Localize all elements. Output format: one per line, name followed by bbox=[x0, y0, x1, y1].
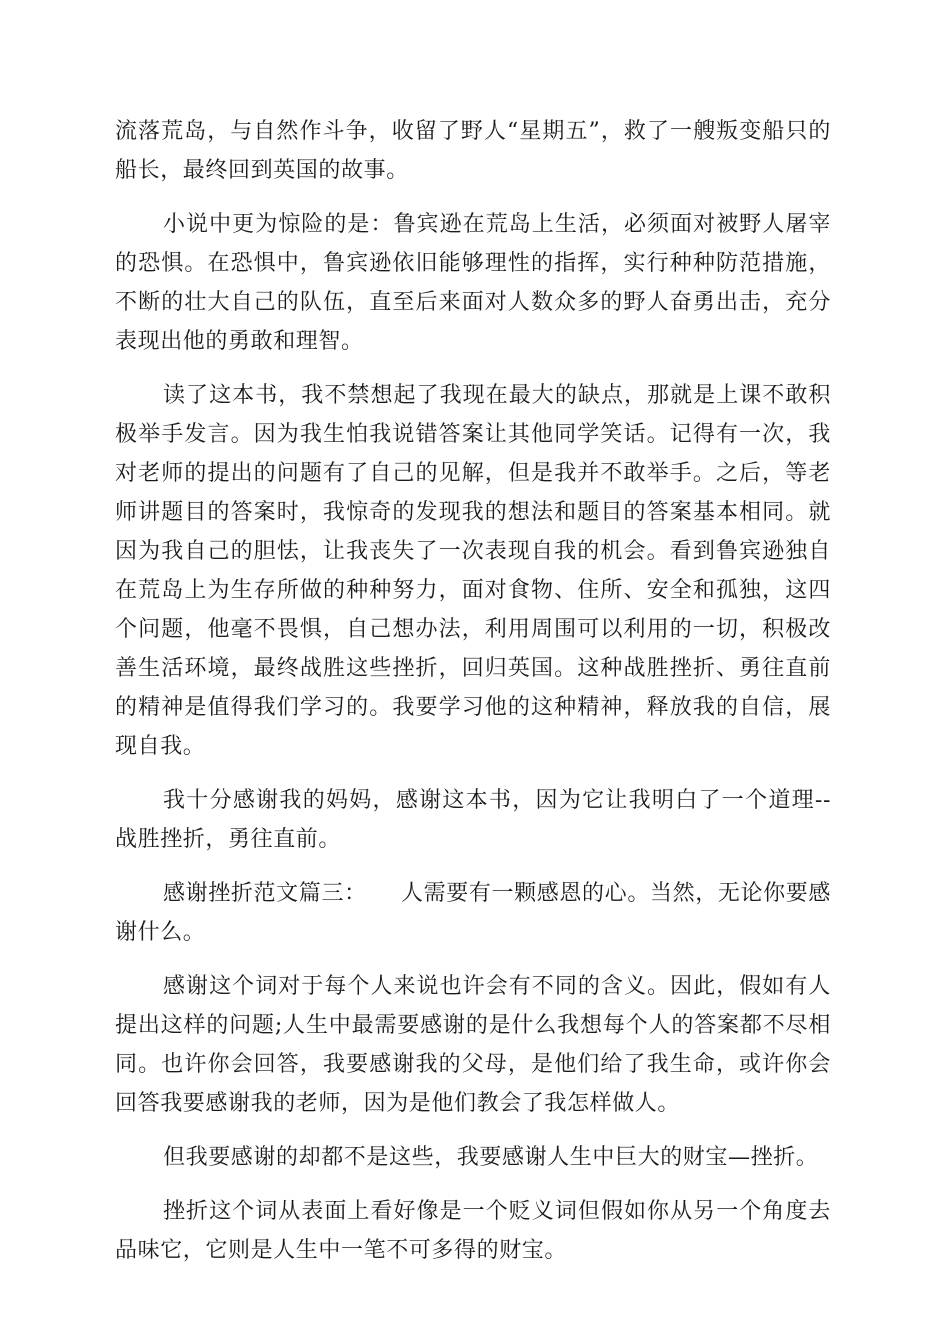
paragraph: 感谢这个词对于每个人来说也许会有不同的含义。因此，假如有人提出这样的问题;人生中最需要感谢的是什么我想每个人的答案都不尽相同。也许你会回答，我要感谢我的父母，是他们给了我生命，或许你会回答我要感谢我的老师，因为是他们教会了我怎样做人。 bbox=[115, 974, 831, 1116]
document-body bbox=[115, 112, 831, 1285]
paragraph: 小说中更为惊险的是：鲁宾逊在荒岛上生活，必须面对被野人屠宰的恐惧。在恐惧中，鲁宾逊依旧能够理性的指挥，实行种种防范措施，不断的壮大自己的队伍，直至后来面对人数众多的野人奋勇出击，充分表现出他的勇敢和理智。 bbox=[115, 212, 831, 354]
paragraph: 但我要感谢的却都不是这些，我要感谢人生中巨大的财宝—挫折。 bbox=[163, 1145, 819, 1170]
paragraph: 流落荒岛，与自然作斗争，收留了野人“星期五”，救了一艘叛变船只的船长，最终回到英国的故事。 bbox=[115, 119, 831, 183]
section-heading-paragraph: 感谢挫折范文篇三： 人需要有一颗感恩的心。当然，无论你要感谢什么。 bbox=[115, 881, 831, 945]
paragraph: 读了这本书，我不禁想起了我现在最大的缺点，那就是上课不敢积极举手发言。因为我生怕我说错答案让其他同学笑话。记得有一次，我对老师的提出的问题有了自己的见解，但是我并不敢举手。之后，等老师讲题目的答案时，我惊奇的发现我的想法和题目的答案基本相同。就因为我自己的胆怯，让我丧失了一次表现自我的机会。看到鲁宾逊独自在荒岛上为生存所做的种种努力，面对食物、住所、安全和孤独，这四个问题，他毫不畏惧，自己想办法，利用周围可以利用的一切，积极改善生活环境，最终战胜这些挫折，回归英国。这种战胜挫折、勇往直前的精神是值得我们学习的。我要学习他的这种精神，释放我的自信，展现自我。 bbox=[115, 383, 831, 759]
paragraph: 挫折这个词从表面上看好像是一个贬义词但假如你从另一个角度去品味它，它则是人生中一笔不可多得的财宝。 bbox=[115, 1199, 831, 1263]
paragraph: 我十分感谢我的妈妈，感谢这本书，因为它让我明白了一个道理--战胜挫折，勇往直前。 bbox=[115, 788, 831, 852]
